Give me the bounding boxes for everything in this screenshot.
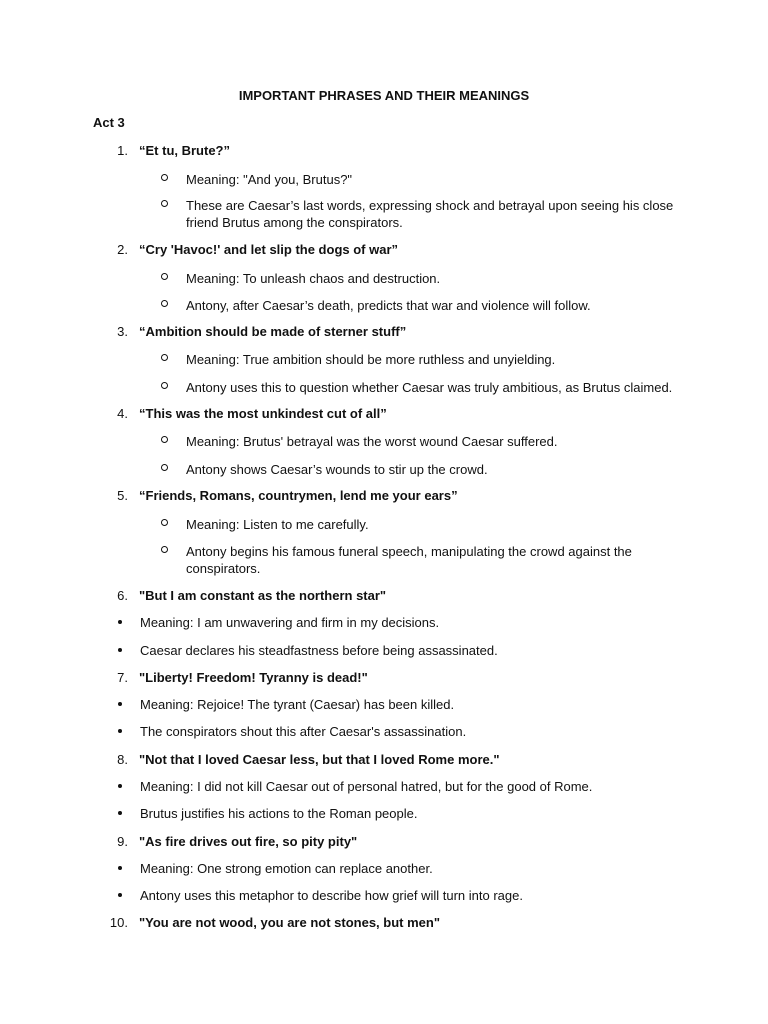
phrase-text: "As fire drives out fire, so pity pity" — [139, 834, 358, 849]
hollow-bullet-icon — [161, 546, 168, 553]
bullet-dot-icon — [118, 784, 122, 788]
sub-item-text: Meaning: Brutus' betrayal was the worst wound Caesar suffered. — [186, 434, 558, 449]
hollow-bullet-icon — [161, 354, 168, 361]
hollow-bullet-icon — [161, 519, 168, 526]
phrase-item-4 — [0, 406, 768, 424]
bullet-dot-icon — [118, 893, 122, 897]
phrase-text: "You are not wood, you are not stones, but men" — [139, 915, 440, 930]
document-title: IMPORTANT PHRASES AND THEIR MEANINGS — [238, 88, 530, 103]
phrase-text: "But I am constant as the northern star" — [139, 588, 387, 603]
bullet-item-text: Caesar declares his steadfastness before being assassinated. — [140, 643, 498, 658]
hollow-bullet-icon — [161, 174, 168, 181]
phrase-item-2 — [0, 242, 768, 260]
phrase-text: “Cry 'Havoc!' and let slip the dogs of war” — [139, 242, 399, 257]
phrase-item-7 — [0, 670, 768, 688]
phrase-text: “Friends, Romans, countrymen, lend me your ears” — [139, 488, 458, 503]
sub-item-text: Meaning: Listen to me carefully. — [186, 517, 369, 532]
hollow-bullet-icon — [161, 200, 168, 207]
phrase-item-6 — [0, 588, 768, 606]
act-heading: Act 3 — [93, 115, 125, 130]
sub-item-text: Antony uses this to question whether Caesar was truly ambitious, as Brutus claimed. — [186, 380, 673, 395]
phrase-number: 9. — [117, 834, 128, 849]
phrase-text: "Liberty! Freedom! Tyranny is dead!" — [139, 670, 368, 685]
phrase-item-5 — [0, 488, 768, 506]
phrase-number: 4. — [117, 406, 128, 421]
phrase-item-10 — [0, 915, 768, 933]
hollow-bullet-icon — [161, 382, 168, 389]
phrase-number: 5. — [117, 488, 128, 503]
sub-item-text: Meaning: True ambition should be more ruthless and unyielding. — [186, 352, 556, 367]
phrase-number: 7. — [117, 670, 128, 685]
bullet-dot-icon — [118, 729, 122, 733]
bullet-item-text: Meaning: One strong emotion can replace another. — [140, 861, 433, 876]
bullet-dot-icon — [118, 866, 122, 870]
bullet-item-text: Meaning: I am unwavering and firm in my decisions. — [140, 615, 440, 630]
bullet-item-text: The conspirators shout this after Caesar's assassination. — [140, 724, 467, 739]
phrase-item-1 — [0, 143, 768, 161]
hollow-bullet-icon — [161, 436, 168, 443]
bullet-item-text: Meaning: Rejoice! The tyrant (Caesar) has been killed. — [140, 697, 455, 712]
phrase-text: “Ambition should be made of sterner stuff” — [139, 324, 407, 339]
sub-item-text: Antony begins his famous funeral speech, manipulating the crowd against the conspirators. — [186, 544, 632, 576]
phrase-text: "Not that I loved Caesar less, but that I loved Rome more." — [139, 752, 500, 767]
hollow-bullet-icon — [161, 300, 168, 307]
phrase-text: “Et tu, Brute?” — [139, 143, 230, 158]
sub-item-text: These are Caesar’s last words, expressing shock and betrayal upon seeing his close friend Brutus among the conspirators. — [186, 198, 674, 230]
phrase-text: “This was the most unkindest cut of all” — [139, 406, 387, 421]
sub-item-text: Meaning: To unleash chaos and destruction. — [186, 271, 441, 286]
phrase-number: 3. — [117, 324, 128, 339]
bullet-item-text: Antony uses this metaphor to describe how grief will turn into rage. — [140, 888, 523, 903]
bullet-dot-icon — [118, 702, 122, 706]
bullet-item-text: Meaning: I did not kill Caesar out of personal hatred, but for the good of Rome. — [140, 779, 593, 794]
bullet-dot-icon — [118, 648, 122, 652]
phrase-item-3 — [0, 324, 768, 342]
bullet-item-text: Brutus justifies his actions to the Roman people. — [140, 806, 418, 821]
bullet-dot-icon — [118, 620, 122, 624]
phrase-number: 8. — [117, 752, 128, 767]
hollow-bullet-icon — [161, 464, 168, 471]
phrase-number: 1. — [117, 143, 128, 158]
sub-item-text: Antony shows Caesar’s wounds to stir up the crowd. — [186, 462, 488, 477]
phrase-number: 10. — [109, 915, 128, 930]
phrase-number: 2. — [117, 242, 128, 257]
phrase-item-9 — [0, 834, 768, 852]
hollow-bullet-icon — [161, 273, 168, 280]
bullet-dot-icon — [118, 811, 122, 815]
phrase-item-8 — [0, 752, 768, 770]
sub-item-text: Meaning: "And you, Brutus?" — [186, 172, 353, 187]
phrase-number: 6. — [117, 588, 128, 603]
sub-item-text: Antony, after Caesar’s death, predicts that war and violence will follow. — [186, 298, 591, 313]
